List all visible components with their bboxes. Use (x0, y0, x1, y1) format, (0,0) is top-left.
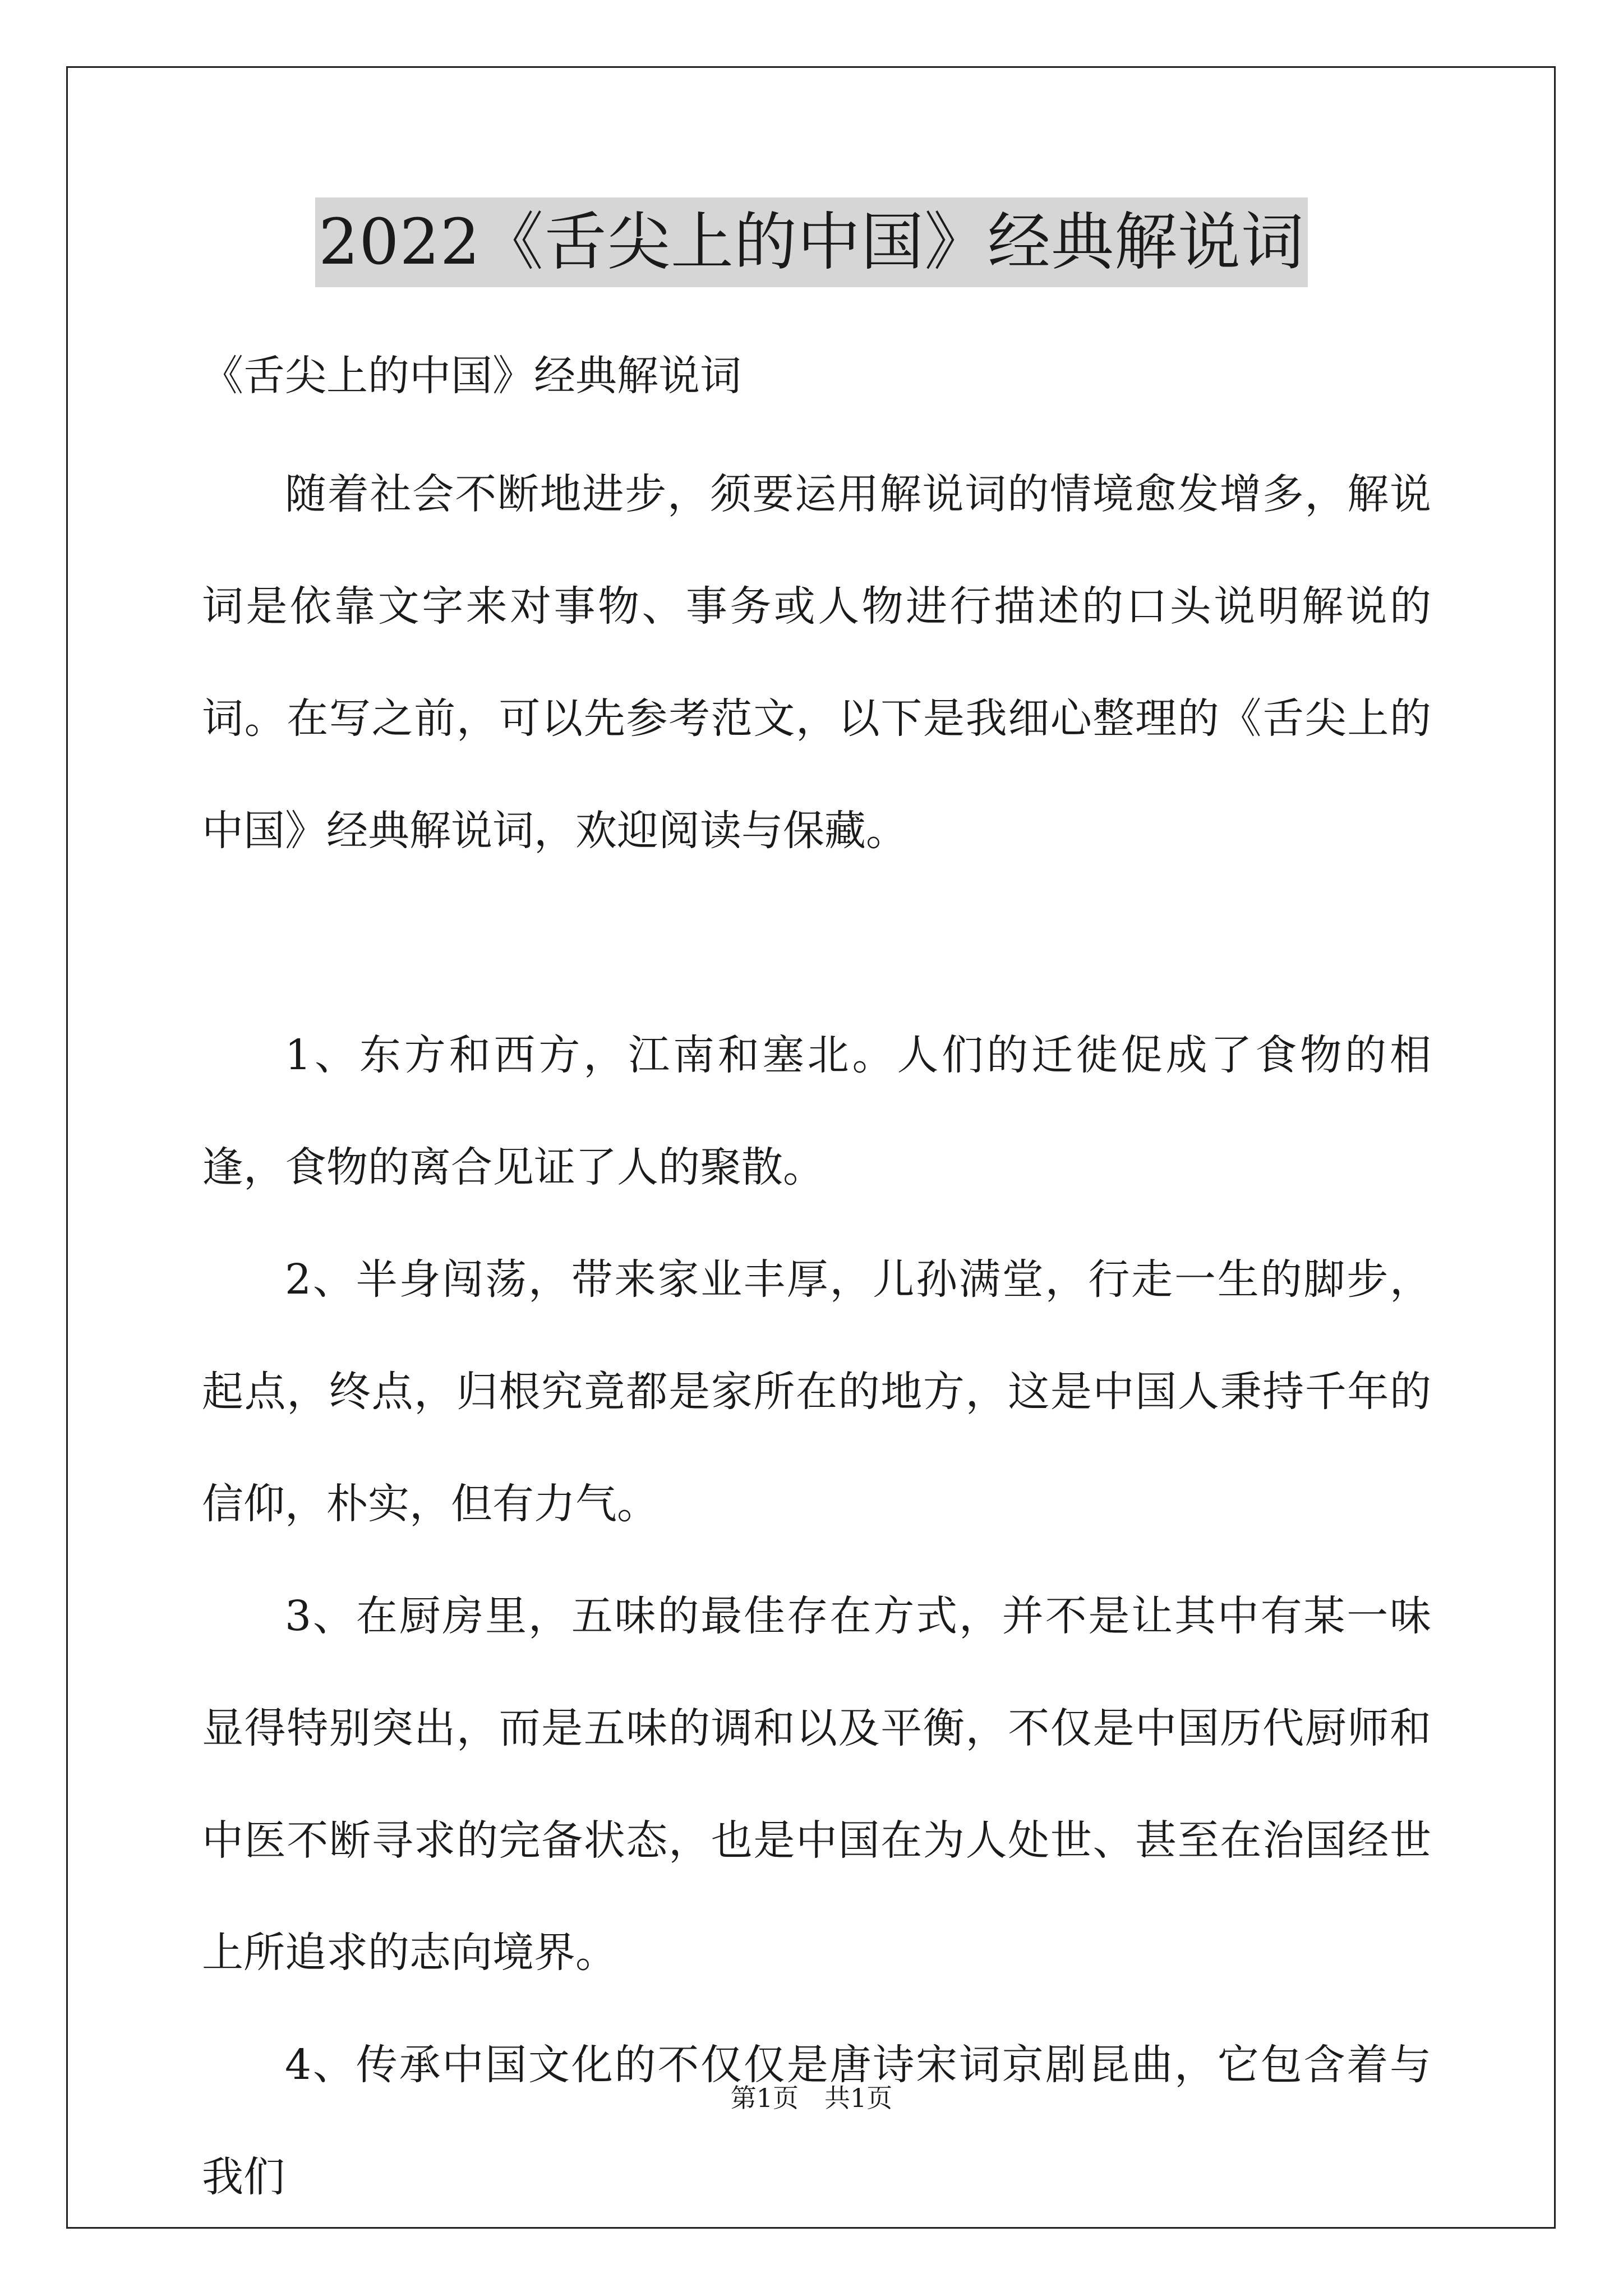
document-body (202, 438, 1431, 2233)
intro-paragraph: 随着社会不断地进步，须要运用解说词的情境愈发增多，解说词是依靠文字来对事物、事务或人物进行描述的口头说明解说的词。在写之前，可以先参考范文，以下是我细心整理的《舌尖上的中国》经典解说词，欢迎阅读与保藏。 (202, 470, 1431, 855)
document-subtitle: 《舌尖上的中国》经典解说词 (202, 352, 741, 400)
paragraph-item-1: 1、东方和西方，江南和塞北。人们的迁徙促成了食物的相逢，食物的离合见证了人的聚散。 (202, 1031, 1431, 1191)
page-footer: 第1页 共1页 (730, 2083, 893, 2113)
paragraph-item-4: 4、传承中国文化的不仅仅是唐诗宋词京剧昆曲，它包含着与我们 (202, 2041, 1431, 2201)
title-container (0, 197, 1623, 287)
document-title: 2022《舌尖上的中国》经典解说词 (315, 197, 1308, 287)
paragraph-item-2: 2、半身闯荡，带来家业丰厚，儿孙满堂，行走一生的脚步，起点，终点，归根究竟都是家所在的地方，这是中国人秉持千年的信仰，朴实，但有力气。 (202, 1255, 1431, 1528)
paragraph-item-3: 3、在厨房里，五味的最佳存在方式，并不是让其中有某一味显得特别突出，而是五味的调和以及平衡，不仅是中国历代厨师和中医不断寻求的完备状态，也是中国在为人处世、甚至在治国经世上所追求的志向境界。 (202, 1592, 1431, 1977)
